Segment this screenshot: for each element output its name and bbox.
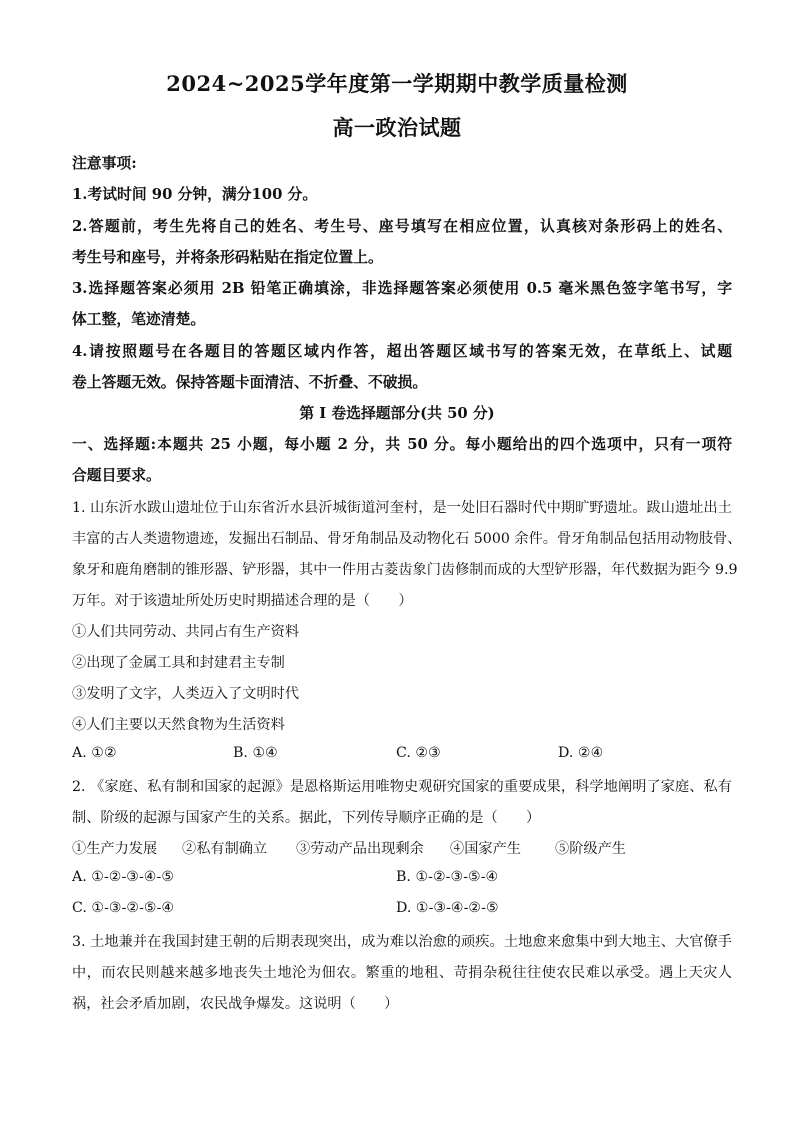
exam-subtitle: 高一政治试题: [332, 115, 462, 140]
section-description: 一、选择题:本题共 25 小题，每小题 2 分，共 50 分。每小题给出的四个选项中，只有一项符: [72, 436, 732, 453]
q2-option-a: A. ①-②-③-④-⑤: [72, 869, 175, 885]
q2-item-2: ②私有制确立: [182, 841, 268, 857]
notice-item-1: 1.考试时间 90 分钟，满分100 分。: [72, 186, 318, 203]
q1-option-d: D. ②④: [558, 745, 604, 761]
q2-stem-line-2: 制、阶级的起源与国家产生的关系。据此，下列传导顺序正确的是（ ）: [72, 810, 541, 826]
section-description-cont: 合题目要求。: [72, 467, 161, 484]
q3-stem-line-3: 祸，社会矛盾加剧，农民战争爆发。这说明（ ）: [72, 996, 399, 1012]
q2-item-1: ①生产力发展: [72, 841, 158, 857]
notice-item-3-cont: 体工整，笔迹清楚。: [72, 311, 206, 328]
q3-stem-line-2: 中，而农民则越来越多地丧失土地沦为佃农。繁重的地租、苛捐杂税往往使农民难以承受。遇上天灾人: [72, 965, 732, 981]
q1-stem-line-2: 丰富的古人类遗物遗迹，发掘出石制品、骨牙角制品及动物化石 5000 余件。骨牙角制品包括用动物肢骨、: [72, 531, 742, 547]
q2-option-c: C. ①-③-②-⑤-④: [72, 900, 175, 916]
q1-option-b: B. ①④: [233, 745, 278, 761]
q1-statement-4: ④人们主要以天然食物为生活资料: [72, 717, 285, 733]
notice-item-3: 3.选择题答案必须用 2B 铅笔正确填涂，非选择题答案必须使用 0.5 毫米黑色签字笔书写，字: [72, 280, 732, 297]
q1-statement-1: ①人们共同劳动、共同占有生产资料: [72, 624, 300, 640]
notice-item-4-cont: 卷上答题无效。保持答题卡面清洁、不折叠、不破损。: [72, 374, 428, 391]
q2-option-b: B. ①-②-③-⑤-④: [396, 869, 499, 885]
q2-option-d: D. ①-③-④-②-⑤: [396, 900, 499, 916]
q1-statement-3: ③发明了文字，人类迈入了文明时代: [72, 686, 300, 702]
q2-item-3: ③劳动产品出现剩余: [296, 841, 424, 857]
section-title: 第 I 卷选择题部分(共 50 分): [299, 405, 495, 422]
notice-item-2: 2.答题前，考生先将自己的姓名、考生号、座号填写在相应位置，认真核对条形码上的姓名、: [72, 218, 732, 235]
q2-item-4: ④国家产生: [450, 841, 521, 857]
notice-item-2-cont: 考生号和座号，并将条形码粘贴在指定位置上。: [72, 249, 383, 266]
exam-title: 2024~2025学年度第一学期期中教学质量检测: [166, 71, 628, 96]
q2-item-5: ⑤阶级产生: [555, 841, 626, 857]
q3-stem-line-1: 3. 土地兼并在我国封建王朝的后期表现突出，成为难以治愈的顽疾。土地愈来愈集中到大地主、大官僚手: [72, 934, 732, 950]
q1-option-a: A. ①②: [72, 745, 117, 761]
q1-stem-line-4: 万年。对于该遗址所处历史时期描述合理的是（ ）: [72, 593, 413, 609]
notice-item-4: 4.请按照题号在各题目的答题区域内作答，超出答题区域书写的答案无效，在草纸上、试题: [72, 343, 732, 360]
q2-stem-line-1: 2. 《家庭、私有制和国家的起源》是恩格斯运用唯物史观研究国家的重要成果，科学地阐明了家庭、私有: [72, 779, 732, 795]
q1-option-c: C. ②③: [396, 745, 441, 761]
q1-stem-line-1: 1. 山东沂水跋山遗址位于山东省沂水县沂城街道河奎村，是一处旧石器时代中期旷野遗址。跋山遗址出土: [72, 500, 732, 516]
q1-statement-2: ②出现了金属工具和封建君主专制: [72, 655, 285, 671]
notice-heading: 注意事项:: [72, 155, 137, 172]
q1-stem-line-3: 象牙和鹿角磨制的锥形器、铲形器，其中一件用古菱齿象门齿修制而成的大型铲形器，年代数据为距今 9.9: [72, 562, 738, 578]
